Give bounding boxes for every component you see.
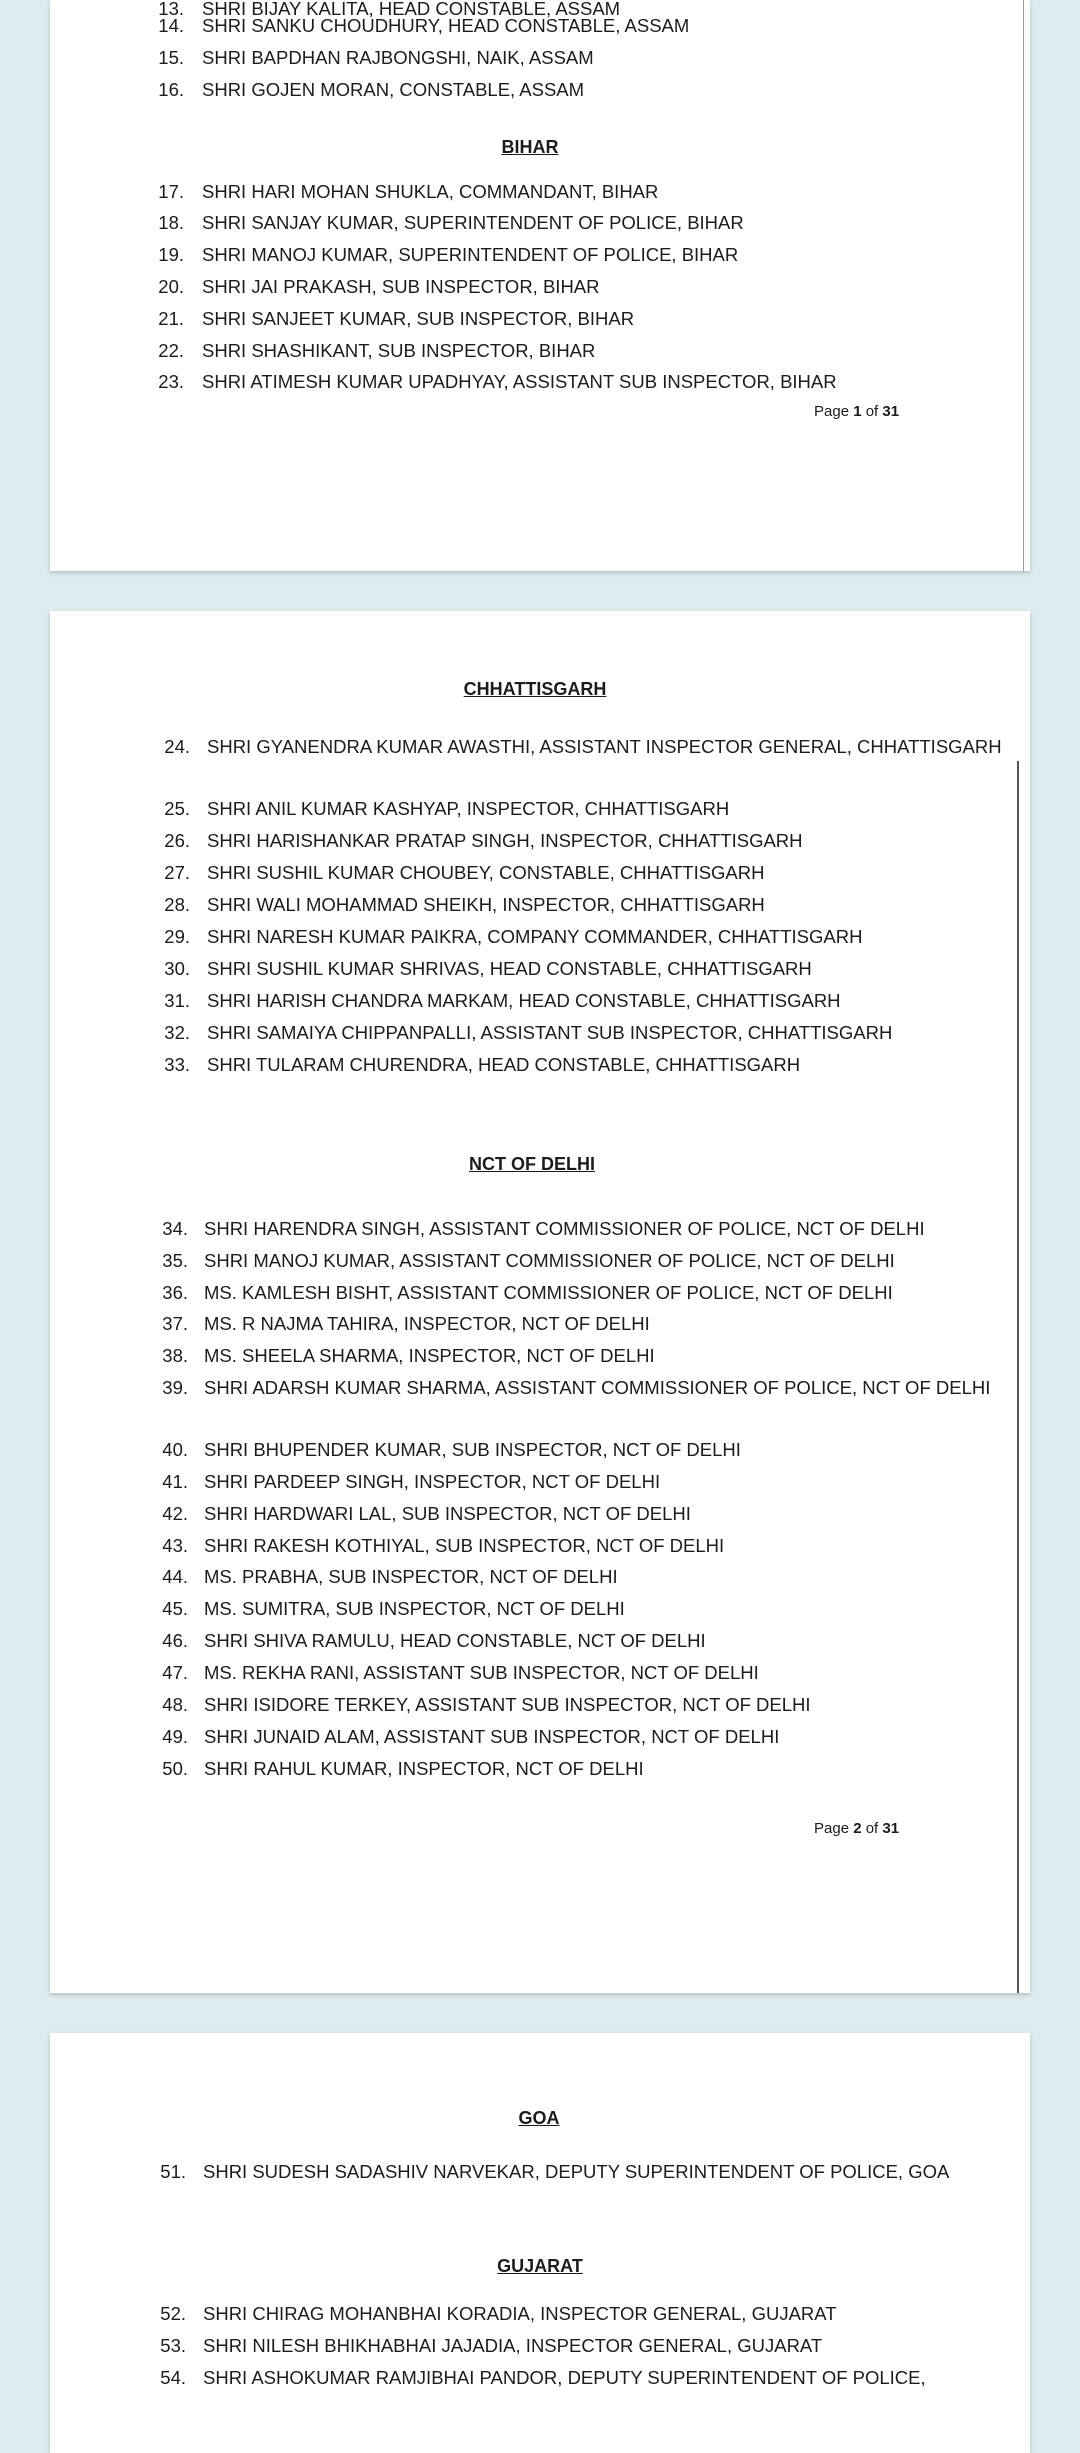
item-text: SHRI ISIDORE TERKEY, ASSISTANT SUB INSPECTOR, NCT OF DELHI bbox=[204, 1694, 811, 1715]
item-number: 14. bbox=[158, 15, 184, 36]
page-total: 31 bbox=[882, 1820, 900, 1837]
page-of: of bbox=[861, 1820, 883, 1837]
item-number: 48. bbox=[162, 1694, 188, 1715]
item-number: 38. bbox=[162, 1345, 188, 1366]
item-text: SHRI BHUPENDER KUMAR, SUB INSPECTOR, NCT OF DELHI bbox=[204, 1439, 741, 1460]
page-current: 1 bbox=[853, 403, 862, 420]
item-number: 21. bbox=[158, 308, 184, 329]
item-text: MS. REKHA RANI, ASSISTANT SUB INSPECTOR, NCT OF DELHI bbox=[204, 1662, 759, 1683]
item-text: SHRI SUDESH SADASHIV NARVEKAR, DEPUTY SUPERINTENDENT OF POLICE, GOA bbox=[203, 2161, 950, 2182]
item-number: 22. bbox=[158, 340, 184, 361]
item-number: 40. bbox=[162, 1439, 188, 1460]
item-text: SHRI PARDEEP SINGH, INSPECTOR, NCT OF DELHI bbox=[204, 1471, 661, 1492]
item-text: MS. SUMITRA, SUB INSPECTOR, NCT OF DELHI bbox=[204, 1598, 625, 1619]
item-number: 34. bbox=[162, 1218, 188, 1239]
item-text: SHRI SUSHIL KUMAR SHRIVAS, HEAD CONSTABLE, CHHATTISGARH bbox=[207, 958, 812, 979]
item-number: 18. bbox=[158, 212, 184, 233]
document-page-2 bbox=[50, 611, 1030, 1993]
item-number: 20. bbox=[158, 276, 184, 297]
item-number: 17. bbox=[158, 181, 184, 202]
scan-edge bbox=[1023, 0, 1024, 571]
item-text: MS. R NAJMA TAHIRA, INSPECTOR, NCT OF DELHI bbox=[204, 1313, 650, 1334]
item-number: 39. bbox=[162, 1377, 188, 1398]
item-number: 52. bbox=[160, 2303, 186, 2324]
item-number: 44. bbox=[162, 1566, 188, 1587]
item-number: 16. bbox=[158, 79, 184, 100]
item-text: SHRI ASHOKUMAR RAMJIBHAI PANDOR, DEPUTY SUPERINTENDENT OF POLICE, bbox=[203, 2367, 926, 2388]
page-label: Page bbox=[814, 403, 854, 420]
item-number: 31. bbox=[164, 990, 190, 1011]
item-number: 33. bbox=[164, 1054, 190, 1075]
item-number: 41. bbox=[162, 1471, 188, 1492]
section-heading-nct-of-delhi: NCT OF DELHI bbox=[469, 1154, 595, 1174]
document-page-1 bbox=[50, 0, 1030, 571]
item-number: 53. bbox=[160, 2335, 186, 2356]
item-text: SHRI SANKU CHOUDHURY, HEAD CONSTABLE, ASSAM bbox=[202, 15, 690, 36]
item-number: 49. bbox=[162, 1726, 188, 1747]
item-text: SHRI WALI MOHAMMAD SHEIKH, INSPECTOR, CHHATTISGARH bbox=[207, 894, 765, 915]
item-text: SHRI SANJAY KUMAR, SUPERINTENDENT OF POLICE, BIHAR bbox=[202, 212, 744, 233]
item-number: 19. bbox=[158, 244, 184, 265]
item-text: SHRI JAI PRAKASH, SUB INSPECTOR, BIHAR bbox=[202, 276, 600, 297]
item-number: 27. bbox=[164, 862, 190, 883]
item-number: 45. bbox=[162, 1598, 188, 1619]
item-text: SHRI SAMAIYA CHIPPANPALLI, ASSISTANT SUB INSPECTOR, CHHATTISGARH bbox=[207, 1022, 893, 1043]
item-text: SHRI TULARAM CHURENDRA, HEAD CONSTABLE, CHHATTISGARH bbox=[207, 1054, 801, 1075]
item-number: 15. bbox=[158, 47, 184, 68]
item-text: SHRI HARISH CHANDRA MARKAM, HEAD CONSTABLE, CHHATTISGARH bbox=[207, 990, 841, 1011]
item-text: SHRI SUSHIL KUMAR CHOUBEY, CONSTABLE, CHHATTISGARH bbox=[207, 862, 765, 883]
item-text: SHRI ANIL KUMAR KASHYAP, INSPECTOR, CHHATTISGARH bbox=[207, 798, 730, 819]
item-number: 28. bbox=[164, 894, 190, 915]
item-text: SHRI HARENDRA SINGH, ASSISTANT COMMISSIONER OF POLICE, NCT OF DELHI bbox=[204, 1218, 925, 1239]
item-number: 24. bbox=[164, 736, 190, 757]
item-text: SHRI NILESH BHIKHABHAI JAJADIA, INSPECTOR GENERAL, GUJARAT bbox=[203, 2335, 823, 2356]
item-text: SHRI GOJEN MORAN, CONSTABLE, ASSAM bbox=[202, 79, 585, 100]
section-heading-chhattisgarh: CHHATTISGARH bbox=[463, 679, 607, 699]
item-number: 32. bbox=[164, 1022, 190, 1043]
item-number: 36. bbox=[162, 1282, 188, 1303]
item-text: SHRI BIJAY KALITA, HEAD CONSTABLE, ASSAM bbox=[202, 0, 621, 19]
item-text: SHRI HARISHANKAR PRATAP SINGH, INSPECTOR, CHHATTISGARH bbox=[207, 830, 803, 851]
page-label: Page bbox=[814, 1820, 854, 1837]
item-text: SHRI RAHUL KUMAR, INSPECTOR, NCT OF DELHI bbox=[204, 1758, 644, 1779]
item-text: SHRI NARESH KUMAR PAIKRA, COMPANY COMMANDER, CHHATTISGARH bbox=[207, 926, 863, 947]
section-heading-goa: GOA bbox=[518, 2108, 560, 2128]
item-text: SHRI HARDWARI LAL, SUB INSPECTOR, NCT OF DELHI bbox=[204, 1503, 691, 1524]
item-number: 23. bbox=[158, 371, 184, 392]
section-heading-bihar: BIHAR bbox=[501, 137, 559, 157]
document-page-3 bbox=[50, 2033, 1030, 2453]
scan-edge bbox=[1017, 761, 1019, 1993]
item-text: SHRI JUNAID ALAM, ASSISTANT SUB INSPECTOR, NCT OF DELHI bbox=[204, 1726, 780, 1747]
item-number: 51. bbox=[160, 2161, 186, 2182]
item-number: 30. bbox=[164, 958, 190, 979]
page-number bbox=[814, 403, 899, 420]
item-text: SHRI GYANENDRA KUMAR AWASTHI, ASSISTANT INSPECTOR GENERAL, CHHATTISGARH bbox=[207, 736, 1002, 757]
item-text: SHRI MANOJ KUMAR, SUPERINTENDENT OF POLICE, BIHAR bbox=[202, 244, 739, 265]
item-text: SHRI HARI MOHAN SHUKLA, COMMANDANT, BIHAR bbox=[202, 181, 659, 202]
item-number: 29. bbox=[164, 926, 190, 947]
item-number: 43. bbox=[162, 1535, 188, 1556]
item-text: MS. KAMLESH BISHT, ASSISTANT COMMISSIONER OF POLICE, NCT OF DELHI bbox=[204, 1282, 893, 1303]
list-item bbox=[50, 1372, 1030, 1434]
page-total: 31 bbox=[882, 403, 900, 420]
page-current: 2 bbox=[853, 1820, 862, 1837]
item-number: 46. bbox=[162, 1630, 188, 1651]
section-heading-gujarat: GUJARAT bbox=[497, 2256, 583, 2276]
item-text: SHRI SHIVA RAMULU, HEAD CONSTABLE, NCT OF DELHI bbox=[204, 1630, 706, 1651]
item-number: 54. bbox=[160, 2367, 186, 2388]
item-number: 25. bbox=[164, 798, 190, 819]
item-text: SHRI ATIMESH KUMAR UPADHYAY, ASSISTANT SUB INSPECTOR, BIHAR bbox=[202, 371, 837, 392]
item-number: 13. bbox=[158, 0, 184, 19]
page-of: of bbox=[861, 403, 883, 420]
item-text: SHRI RAKESH KOTHIYAL, SUB INSPECTOR, NCT OF DELHI bbox=[204, 1535, 725, 1556]
item-number: 47. bbox=[162, 1662, 188, 1683]
item-number: 37. bbox=[162, 1313, 188, 1334]
item-number: 26. bbox=[164, 830, 190, 851]
page-number bbox=[814, 1820, 899, 1837]
item-text: SHRI SHASHIKANT, SUB INSPECTOR, BIHAR bbox=[202, 340, 596, 361]
list-item bbox=[50, 731, 1030, 793]
item-text: SHRI MANOJ KUMAR, ASSISTANT COMMISSIONER OF POLICE, NCT OF DELHI bbox=[204, 1250, 895, 1271]
item-number: 50. bbox=[162, 1758, 188, 1779]
item-text: SHRI CHIRAG MOHANBHAI KORADIA, INSPECTOR GENERAL, GUJARAT bbox=[203, 2303, 837, 2324]
item-text: MS. SHEELA SHARMA, INSPECTOR, NCT OF DELHI bbox=[204, 1345, 655, 1366]
item-number: 35. bbox=[162, 1250, 188, 1271]
item-text: SHRI ADARSH KUMAR SHARMA, ASSISTANT COMMISSIONER OF POLICE, NCT OF DELHI bbox=[204, 1377, 991, 1398]
item-text: SHRI BAPDHAN RAJBONGSHI, NAIK, ASSAM bbox=[202, 47, 594, 68]
item-text: MS. PRABHA, SUB INSPECTOR, NCT OF DELHI bbox=[204, 1566, 618, 1587]
item-number: 42. bbox=[162, 1503, 188, 1524]
item-text: SHRI SANJEET KUMAR, SUB INSPECTOR, BIHAR bbox=[202, 308, 635, 329]
